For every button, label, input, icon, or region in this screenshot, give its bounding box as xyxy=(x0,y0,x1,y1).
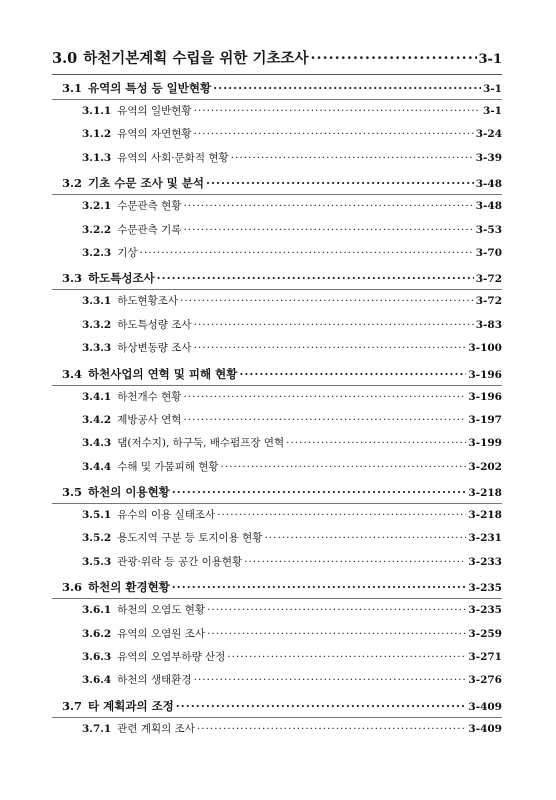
subsection-title: 용도지역 구분 등 토지이용 현황 xyxy=(117,532,263,545)
section-title: 하도특성조사 xyxy=(88,271,155,286)
section-number: 3.2 xyxy=(62,176,83,191)
subsection-title: 유역의 오염부하량 산정 xyxy=(117,651,226,664)
toc-subsection-3-1-3[interactable] xyxy=(52,147,502,170)
subsection-page: 3-231 xyxy=(468,532,502,545)
leader-dots xyxy=(231,147,474,170)
subsection-number: 3.4.3 xyxy=(82,437,112,450)
subsection-number: 3.5.3 xyxy=(82,555,112,568)
leader-dots xyxy=(207,623,466,646)
toc-subsection-3-1-1[interactable] xyxy=(52,100,502,123)
subsection-number: 3.3.2 xyxy=(82,318,112,331)
leader-dots xyxy=(194,314,474,337)
toc-subsection-3-4-4[interactable] xyxy=(52,456,502,479)
section-title: 하천의 이용현황 xyxy=(88,485,170,500)
toc-subsection-3-1-2[interactable] xyxy=(52,123,502,146)
section-title: 기초 수문 조사 및 분석 xyxy=(88,176,205,191)
leader-dots xyxy=(244,551,466,574)
subsection-title: 하천의 생태환경 xyxy=(117,674,192,687)
section-page: 3-48 xyxy=(475,178,502,191)
subsection-page: 3-39 xyxy=(475,151,502,164)
section-list xyxy=(52,77,502,741)
subsection-title: 유역의 일반현황 xyxy=(117,105,192,117)
toc-subsection-3-6-1[interactable] xyxy=(52,599,502,622)
toc-subsection-3-3-1[interactable] xyxy=(52,290,502,313)
subsection-page: 3-199 xyxy=(468,437,502,450)
subsection-number: 3.6.3 xyxy=(82,651,112,664)
subsection-page: 3-259 xyxy=(468,627,502,640)
subsection-page: 3-202 xyxy=(468,460,502,473)
leader-dots xyxy=(176,695,467,717)
subsection-number: 3.4.4 xyxy=(82,460,112,473)
section-page: 3-218 xyxy=(468,487,502,500)
subsection-page: 3-235 xyxy=(468,604,502,617)
section-title: 하천의 환경현황 xyxy=(88,580,170,595)
subsection-page: 3-276 xyxy=(468,674,502,687)
leader-dots xyxy=(172,481,467,503)
subsection-title: 관련 계획의 조사 xyxy=(117,722,195,735)
leader-dots xyxy=(194,669,467,692)
leader-dots xyxy=(217,504,466,527)
subsection-page: 3-218 xyxy=(468,509,502,522)
leader-dots xyxy=(206,172,474,194)
toc-section-3-7[interactable] xyxy=(52,695,502,718)
toc-subsection-3-6-4[interactable] xyxy=(52,669,502,692)
subsection-number: 3.4.1 xyxy=(82,390,112,403)
toc-subsection-3-4-3[interactable] xyxy=(52,432,502,455)
toc-section-3-4[interactable] xyxy=(52,363,502,386)
subsection-page: 3-100 xyxy=(468,342,502,355)
section-title: 타 계획과의 조정 xyxy=(88,698,174,713)
subsection-title: 관광·위락 등 공간 이용현황 xyxy=(117,555,243,568)
section-number: 3.6 xyxy=(62,580,83,595)
subsection-title: 제방공사 연혁 xyxy=(117,413,182,426)
toc-subsection-3-3-3[interactable] xyxy=(52,337,502,360)
toc-subsection-3-5-1[interactable] xyxy=(52,504,502,527)
toc-subsection-3-5-3[interactable] xyxy=(52,551,502,574)
toc-section-3-2[interactable] xyxy=(52,172,502,195)
toc-subsection-3-2-2[interactable] xyxy=(52,219,502,242)
toc-section-3-5[interactable] xyxy=(52,481,502,504)
chapter-heading[interactable] xyxy=(52,44,502,75)
subsection-page: 3-233 xyxy=(468,555,502,568)
section-number: 3.1 xyxy=(62,81,83,95)
section-title: 유역의 특성 등 일반현황 xyxy=(88,81,212,95)
subsection-page: 3-197 xyxy=(468,413,502,426)
subsection-title: 하천의 오염도 현황 xyxy=(117,604,206,617)
toc-subsection-3-7-1[interactable] xyxy=(52,718,502,741)
chapter-number: 3.0 xyxy=(52,50,78,67)
subsection-number: 3.1.1 xyxy=(82,105,112,117)
leader-dots xyxy=(157,267,474,289)
section-page: 3-235 xyxy=(468,582,502,595)
section-title: 하천사업의 연혁 및 피해 현황 xyxy=(88,366,238,381)
leader-dots xyxy=(264,527,466,550)
subsection-title: 수문관측 기록 xyxy=(117,223,182,236)
section-page: 3-1 xyxy=(483,83,502,95)
subsection-title: 유수의 이용 실태조사 xyxy=(117,509,216,522)
subsection-page: 3-72 xyxy=(475,295,502,308)
leader-dots xyxy=(183,219,473,242)
leader-dots xyxy=(310,44,476,74)
subsection-title: 유역의 자연현황 xyxy=(117,128,192,141)
leader-dots xyxy=(194,123,474,146)
subsection-title: 댐(저수지), 하구둑, 배수펌프장 연혁 xyxy=(117,437,285,450)
subsection-page: 3-83 xyxy=(475,318,502,331)
subsection-page: 3-196 xyxy=(468,390,502,403)
subsection-number: 3.7.1 xyxy=(82,722,112,735)
leader-dots xyxy=(221,456,467,479)
subsection-number: 3.5.1 xyxy=(82,509,112,522)
leader-dots xyxy=(286,432,466,455)
subsection-title: 유역의 사회·문화적 현황 xyxy=(117,151,229,164)
toc-subsection-3-6-2[interactable] xyxy=(52,623,502,646)
leader-dots xyxy=(197,718,466,741)
subsection-number: 3.2.2 xyxy=(82,223,112,236)
toc-section-3-3[interactable] xyxy=(52,267,502,290)
subsection-title: 하도현황조사 xyxy=(117,295,179,308)
section-number: 3.7 xyxy=(62,698,83,713)
subsection-title: 하상변동량 조사 xyxy=(117,342,192,355)
chapter-page: 3-1 xyxy=(478,52,502,67)
leader-dots xyxy=(239,363,466,385)
subsection-title: 하도특성량 조사 xyxy=(117,318,192,331)
subsection-page: 3-48 xyxy=(475,200,502,213)
leader-dots xyxy=(172,576,467,598)
subsection-number: 3.3.1 xyxy=(82,295,112,308)
subsection-number: 3.2.1 xyxy=(82,200,112,213)
toc-section-3-1[interactable] xyxy=(52,77,502,100)
subsection-title: 유역의 오염원 조사 xyxy=(117,627,206,640)
leader-dots xyxy=(183,195,473,218)
section-number: 3.3 xyxy=(62,271,83,286)
toc-subsection-3-2-1[interactable] xyxy=(52,195,502,218)
toc-subsection-3-3-2[interactable] xyxy=(52,314,502,337)
subsection-page: 3-24 xyxy=(475,128,502,141)
section-page: 3-196 xyxy=(468,368,502,381)
subsection-number: 3.4.2 xyxy=(82,413,112,426)
subsection-number: 3.2.3 xyxy=(82,246,112,259)
subsection-number: 3.6.2 xyxy=(82,627,112,640)
toc-subsection-3-2-3[interactable] xyxy=(52,242,502,265)
leader-dots xyxy=(180,290,474,313)
chapter-title: 하천기본계획 수립을 위한 기초조사 xyxy=(83,50,309,67)
subsection-title: 수해 및 가뭄피해 현황 xyxy=(117,460,219,473)
leader-dots xyxy=(213,77,481,99)
toc-subsection-3-4-1[interactable] xyxy=(52,386,502,409)
section-page: 3-409 xyxy=(468,700,502,713)
subsection-page: 3-70 xyxy=(475,246,502,259)
toc-subsection-3-5-2[interactable] xyxy=(52,527,502,550)
subsection-number: 3.1.3 xyxy=(82,151,112,164)
subsection-number: 3.3.3 xyxy=(82,342,112,355)
leader-dots xyxy=(140,242,474,265)
subsection-page: 3-271 xyxy=(468,651,502,664)
section-page: 3-72 xyxy=(475,273,502,286)
leader-dots xyxy=(183,409,466,432)
subsection-number: 3.5.2 xyxy=(82,532,112,545)
toc-subsection-3-6-3[interactable] xyxy=(52,646,502,669)
leader-dots xyxy=(194,337,467,360)
subsection-number: 3.1.2 xyxy=(82,128,112,141)
toc-section-3-6[interactable] xyxy=(52,576,502,599)
subsection-title: 수문관측 현황 xyxy=(117,200,182,213)
subsection-title: 기상 xyxy=(117,246,138,259)
leader-dots xyxy=(183,386,466,409)
subsection-page: 3-1 xyxy=(483,105,502,117)
leader-dots xyxy=(194,100,481,123)
section-number: 3.5 xyxy=(62,485,83,500)
subsection-number: 3.6.1 xyxy=(82,604,112,617)
leader-dots xyxy=(207,599,466,622)
toc-subsection-3-4-2[interactable] xyxy=(52,409,502,432)
table-of-contents xyxy=(52,44,502,741)
subsection-title: 하천개수 현황 xyxy=(117,390,182,403)
subsection-page: 3-53 xyxy=(475,223,502,236)
section-number: 3.4 xyxy=(62,366,83,381)
leader-dots xyxy=(227,646,466,669)
subsection-number: 3.6.4 xyxy=(82,674,112,687)
subsection-page: 3-409 xyxy=(468,722,502,735)
